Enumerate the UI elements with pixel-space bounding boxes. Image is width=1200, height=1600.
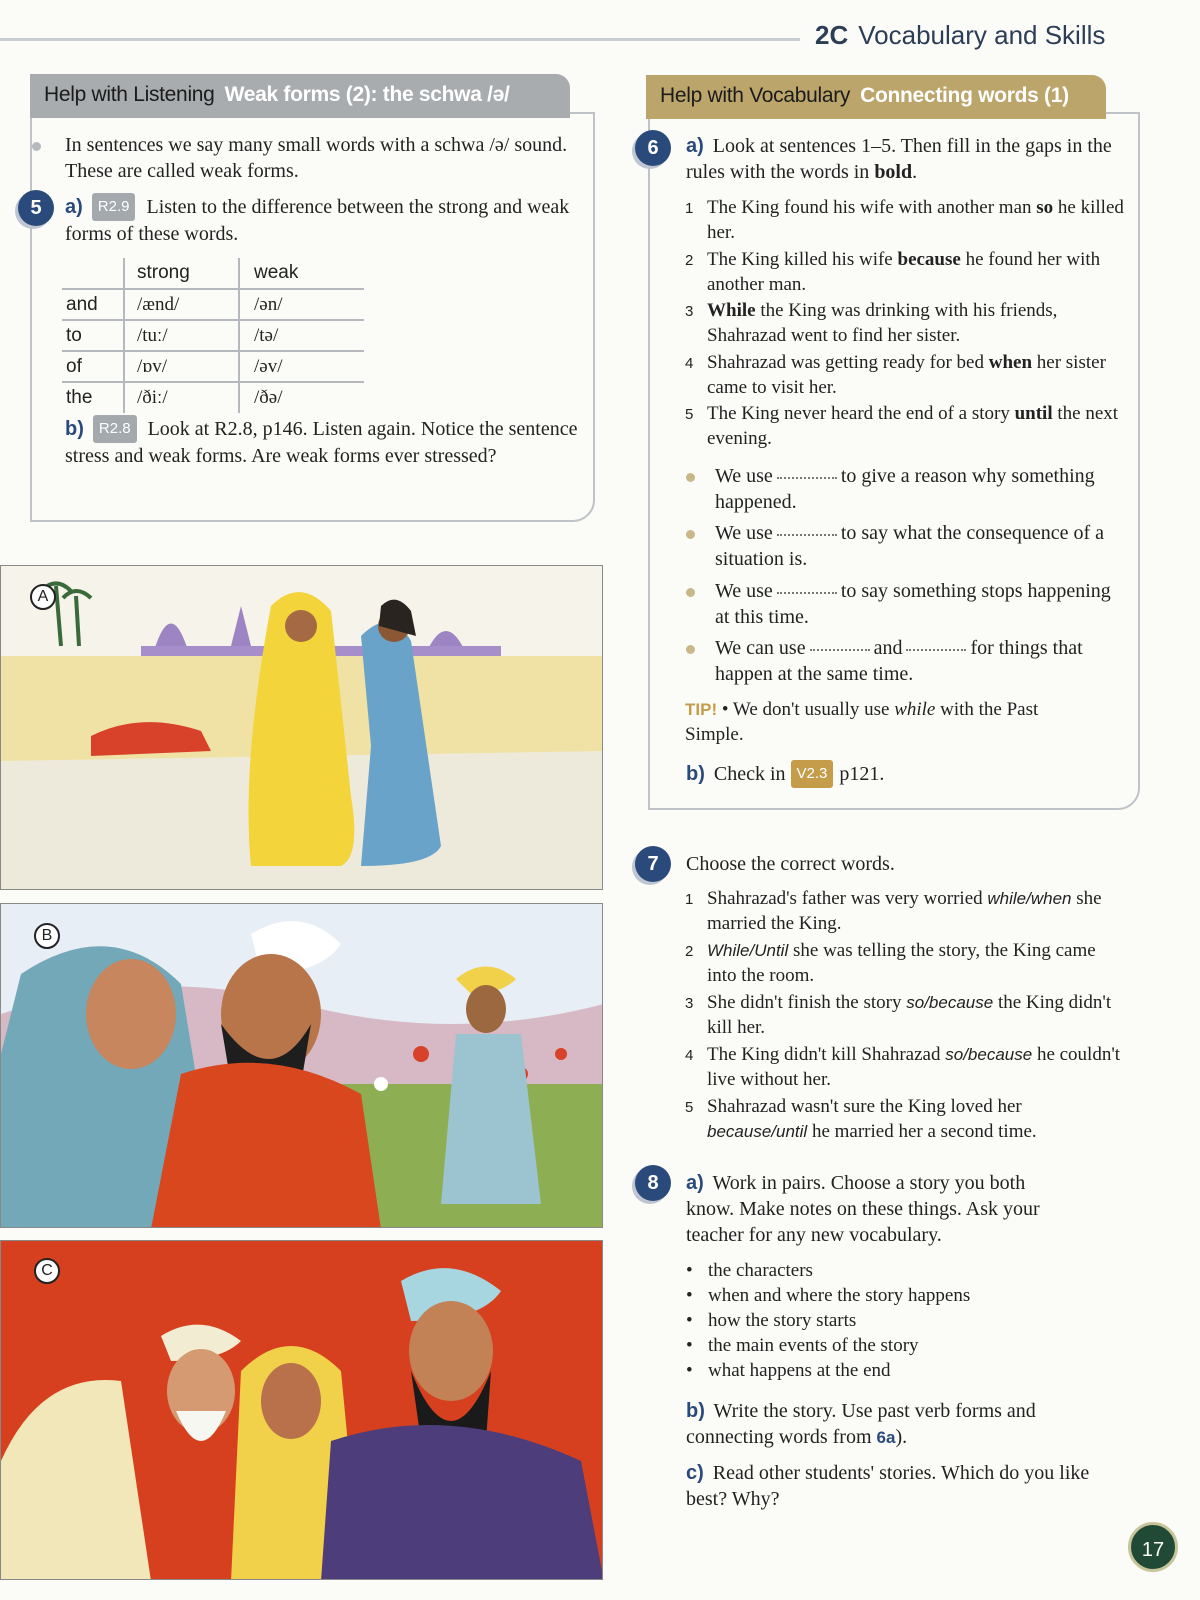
exercise-6b-page: p121. bbox=[839, 763, 885, 785]
table-cell: /ðə/ bbox=[239, 382, 364, 413]
sentence-text: he killed her. bbox=[707, 197, 1124, 243]
table-cell: and bbox=[62, 289, 124, 320]
exercise-8c bbox=[686, 1460, 1116, 1512]
rule-text: for things that happen at the same time. bbox=[715, 637, 1083, 685]
item-text: the King didn't kill her. bbox=[707, 992, 1112, 1038]
illustration-c-scene bbox=[1, 1241, 603, 1580]
exercise-8b-end: ). bbox=[895, 1426, 908, 1448]
sentence-text: The King killed his wife bbox=[707, 249, 898, 270]
rule-text: to give a reason why something happened. bbox=[715, 465, 1095, 513]
table-cell: /tuː/ bbox=[124, 320, 239, 351]
rule-text: We can use bbox=[715, 637, 806, 659]
table-header-row bbox=[62, 258, 364, 289]
table-cell: /ænd/ bbox=[124, 289, 239, 320]
illustration-a-scene bbox=[1, 566, 603, 890]
item-number: 4 bbox=[685, 1047, 694, 1064]
ex7-item bbox=[685, 1094, 1125, 1144]
sentence-text: her sister came to visit her. bbox=[707, 352, 1106, 398]
unit-code: 2C bbox=[815, 20, 849, 50]
tip-text: • We don't usually use bbox=[717, 699, 895, 720]
exercise-8b-text: Write the story. Use past verb forms and connecting words from bbox=[686, 1400, 1036, 1448]
illustration-b bbox=[0, 903, 603, 1228]
exercise-5b-text: Look at R2.8, p146. Listen again. Notice the sentence stress and weak forms. Are weak forms ever stressed? bbox=[65, 418, 578, 467]
word-choice[interactable]: so/because bbox=[945, 1045, 1033, 1064]
tip-label: TIP! bbox=[685, 700, 718, 719]
table-row bbox=[62, 320, 364, 351]
exercise-8c-text: Read other students' stories. Which do you like best? Why? bbox=[686, 1462, 1090, 1510]
sentence-text: Shahrazad was getting ready for bed bbox=[707, 352, 989, 373]
item-text: The King didn't kill Shahrazad bbox=[707, 1044, 946, 1065]
item-number: 1 bbox=[685, 891, 694, 908]
table-header-cell bbox=[62, 258, 124, 289]
bullet-dot bbox=[32, 142, 41, 151]
part-letter: a) bbox=[686, 135, 704, 157]
list-item: • the main events of the story bbox=[686, 1333, 1106, 1358]
sentence-bold-word: because bbox=[897, 249, 961, 270]
rule-item bbox=[715, 520, 1115, 572]
ex7-item bbox=[685, 886, 1125, 936]
sentence-text: the King was drinking with his friends, Shahrazad went to find her sister. bbox=[707, 300, 1058, 346]
table-cell: /ðiː/ bbox=[124, 382, 239, 413]
part-letter: c) bbox=[686, 1462, 704, 1484]
word-choice[interactable]: because/until bbox=[707, 1122, 808, 1141]
illustration-label: C bbox=[34, 1258, 60, 1284]
rule-text: We use bbox=[715, 522, 773, 544]
item-text: he married her a second time. bbox=[807, 1121, 1037, 1142]
exercise-8-number: 8 bbox=[635, 1165, 671, 1201]
table-cell: /tə/ bbox=[239, 320, 364, 351]
sentence-text: he found her with another man. bbox=[707, 249, 1101, 295]
gap-blank[interactable] bbox=[777, 592, 837, 594]
listening-tab-label: Help with Listening bbox=[44, 83, 215, 106]
word-choice[interactable]: While/Until bbox=[707, 941, 789, 960]
listening-intro: In sentences we say many small words with a schwa /ə/ sound. These are called weak forms. bbox=[65, 134, 568, 182]
vocabulary-tab bbox=[646, 75, 1106, 119]
exercise-5b bbox=[65, 415, 585, 469]
sentence-item bbox=[685, 350, 1125, 400]
item-number: 5 bbox=[685, 1099, 694, 1116]
list-item-text: what happens at the end bbox=[708, 1360, 891, 1381]
rule-text: and bbox=[873, 637, 903, 659]
table-row bbox=[62, 382, 364, 413]
listening-tab bbox=[30, 74, 570, 118]
phonetic-table bbox=[62, 258, 364, 413]
exercise-reference: 6a bbox=[876, 1428, 896, 1447]
part-letter: b) bbox=[686, 763, 705, 785]
table-row bbox=[62, 289, 364, 320]
table-header-cell: weak bbox=[239, 258, 364, 289]
table-cell: the bbox=[66, 387, 93, 408]
table-cell: to bbox=[62, 320, 124, 351]
illustration-a bbox=[0, 565, 603, 890]
reference-badge[interactable]: V2.3 bbox=[791, 760, 834, 788]
list-item-text: the main events of the story bbox=[708, 1335, 919, 1356]
unit-heading bbox=[815, 20, 1105, 51]
exercise-5-number: 5 bbox=[18, 190, 54, 226]
sentence-text: The King found his wife with another man bbox=[707, 197, 1037, 218]
exercise-7-number: 7 bbox=[635, 846, 671, 882]
illustration-label: A bbox=[30, 584, 56, 610]
gap-blank[interactable] bbox=[906, 649, 966, 651]
illustration-label: B bbox=[34, 923, 60, 949]
header-rule bbox=[0, 38, 800, 41]
item-text: he couldn't live without her. bbox=[707, 1044, 1121, 1090]
exercise-6-number: 6 bbox=[635, 130, 671, 166]
sentence-item bbox=[685, 298, 1125, 348]
sentence-item bbox=[685, 401, 1125, 451]
bullet-dot bbox=[686, 645, 695, 654]
exercise-8a-text: Work in pairs. Choose a story you both know. Make notes on these things. Ask your teacher for any new vocabulary. bbox=[686, 1172, 1040, 1246]
item-text: Shahrazad's father was very worried bbox=[707, 888, 988, 909]
exercise-6a bbox=[686, 133, 1126, 185]
table-cell: /ɒv/ bbox=[124, 351, 239, 382]
list-item-text: how the story starts bbox=[708, 1310, 857, 1331]
bullet-dot bbox=[686, 530, 695, 539]
unit-title: Vocabulary and Skills bbox=[858, 20, 1106, 50]
part-letter: b) bbox=[686, 1400, 705, 1422]
rule-text: We use bbox=[715, 580, 773, 602]
rule-text: to say something stops happening at this time. bbox=[715, 580, 1111, 628]
gap-blank[interactable] bbox=[777, 477, 837, 479]
sentence-text: The King never heard the end of a story bbox=[707, 403, 1015, 424]
vocabulary-tab-topic: Connecting words (1) bbox=[860, 84, 1069, 107]
illustration-b-scene bbox=[1, 904, 603, 1228]
rule-text: We use bbox=[715, 465, 773, 487]
exercise-6b bbox=[686, 760, 1086, 788]
exercise-6a-end: . bbox=[912, 161, 918, 183]
item-text: She didn't finish the story bbox=[707, 992, 907, 1013]
item-number: 4 bbox=[685, 355, 694, 372]
table-cell: of bbox=[62, 351, 124, 382]
item-number: 3 bbox=[685, 303, 694, 320]
sentence-bold-word: until bbox=[1014, 403, 1053, 424]
word-choice[interactable]: so/because bbox=[906, 993, 994, 1012]
audio-track-badge[interactable]: R2.8 bbox=[93, 415, 137, 443]
table-cell: /əv/ bbox=[239, 351, 364, 382]
list-item-text: when and where the story happens bbox=[708, 1285, 971, 1306]
exercise-6a-text: Look at sentences 1–5. Then fill in the gaps in the rules with the words in bbox=[686, 135, 1112, 183]
table-header-cell: strong bbox=[124, 258, 239, 289]
item-number: 2 bbox=[685, 252, 694, 269]
table-row bbox=[62, 351, 364, 382]
illustration-c bbox=[0, 1240, 603, 1580]
list-item: • the characters bbox=[686, 1258, 1106, 1283]
item-text: Shahrazad wasn't sure the King loved her bbox=[707, 1096, 1022, 1117]
part-letter: a) bbox=[686, 1172, 704, 1194]
exercise-7-title: Choose the correct words. bbox=[686, 853, 895, 875]
item-number: 2 bbox=[685, 943, 694, 960]
listening-tab-topic: Weak forms (2): the schwa /ə/ bbox=[224, 83, 510, 106]
tip-text: with the Past Simple. bbox=[685, 699, 1039, 745]
item-number: 3 bbox=[685, 995, 694, 1012]
bullet-dot bbox=[686, 588, 695, 597]
word-choice[interactable]: while/when bbox=[987, 889, 1072, 908]
list-item: • when and where the story happens bbox=[686, 1283, 1106, 1308]
item-number: 5 bbox=[685, 406, 694, 423]
sentence-text: the next evening. bbox=[707, 403, 1119, 449]
tip-note bbox=[685, 697, 1095, 747]
sentence-bold-word: so bbox=[1036, 197, 1054, 218]
ex7-item bbox=[685, 938, 1125, 988]
table-cell: /ən/ bbox=[239, 289, 364, 320]
list-item: • what happens at the end bbox=[686, 1358, 1106, 1383]
sentence-bold-word: when bbox=[988, 352, 1033, 373]
sentence-item bbox=[685, 195, 1125, 245]
list-item-text: the characters bbox=[708, 1260, 813, 1281]
ex7-item bbox=[685, 990, 1125, 1040]
vocabulary-tab-label: Help with Vocabulary bbox=[660, 84, 851, 107]
item-text: she married the King. bbox=[707, 888, 1102, 934]
exercise-6b-text: Check in bbox=[713, 763, 786, 785]
exercise-5a bbox=[65, 193, 585, 247]
bullet-dot bbox=[686, 473, 695, 482]
exercise-8b bbox=[686, 1398, 1116, 1451]
page-number: 17 bbox=[1128, 1522, 1178, 1572]
item-number: 1 bbox=[685, 200, 694, 217]
list-item: • how the story starts bbox=[686, 1308, 1106, 1333]
rule-item bbox=[715, 463, 1115, 515]
gap-blank[interactable] bbox=[777, 534, 837, 536]
notes-list bbox=[686, 1258, 1106, 1383]
item-text: she was telling the story, the King came into the room. bbox=[707, 940, 1096, 986]
exercise-5a-text: Listen to the difference between the strong and weak forms of these words. bbox=[65, 196, 570, 245]
sentence-item bbox=[685, 247, 1125, 297]
exercise-6a-bold: bold bbox=[874, 161, 913, 183]
rule-item bbox=[715, 578, 1115, 630]
part-letter: b) bbox=[65, 418, 84, 440]
gap-blank[interactable] bbox=[810, 649, 870, 651]
exercise-8a bbox=[686, 1170, 1076, 1248]
sentence-bold-word: While bbox=[707, 300, 756, 321]
tip-italic: while bbox=[894, 699, 936, 720]
ex7-item bbox=[685, 1042, 1125, 1092]
rule-text: to say what the consequence of a situation is. bbox=[715, 522, 1105, 570]
part-letter: a) bbox=[65, 196, 83, 218]
audio-track-badge[interactable]: R2.9 bbox=[92, 193, 136, 221]
rule-item bbox=[715, 635, 1115, 687]
